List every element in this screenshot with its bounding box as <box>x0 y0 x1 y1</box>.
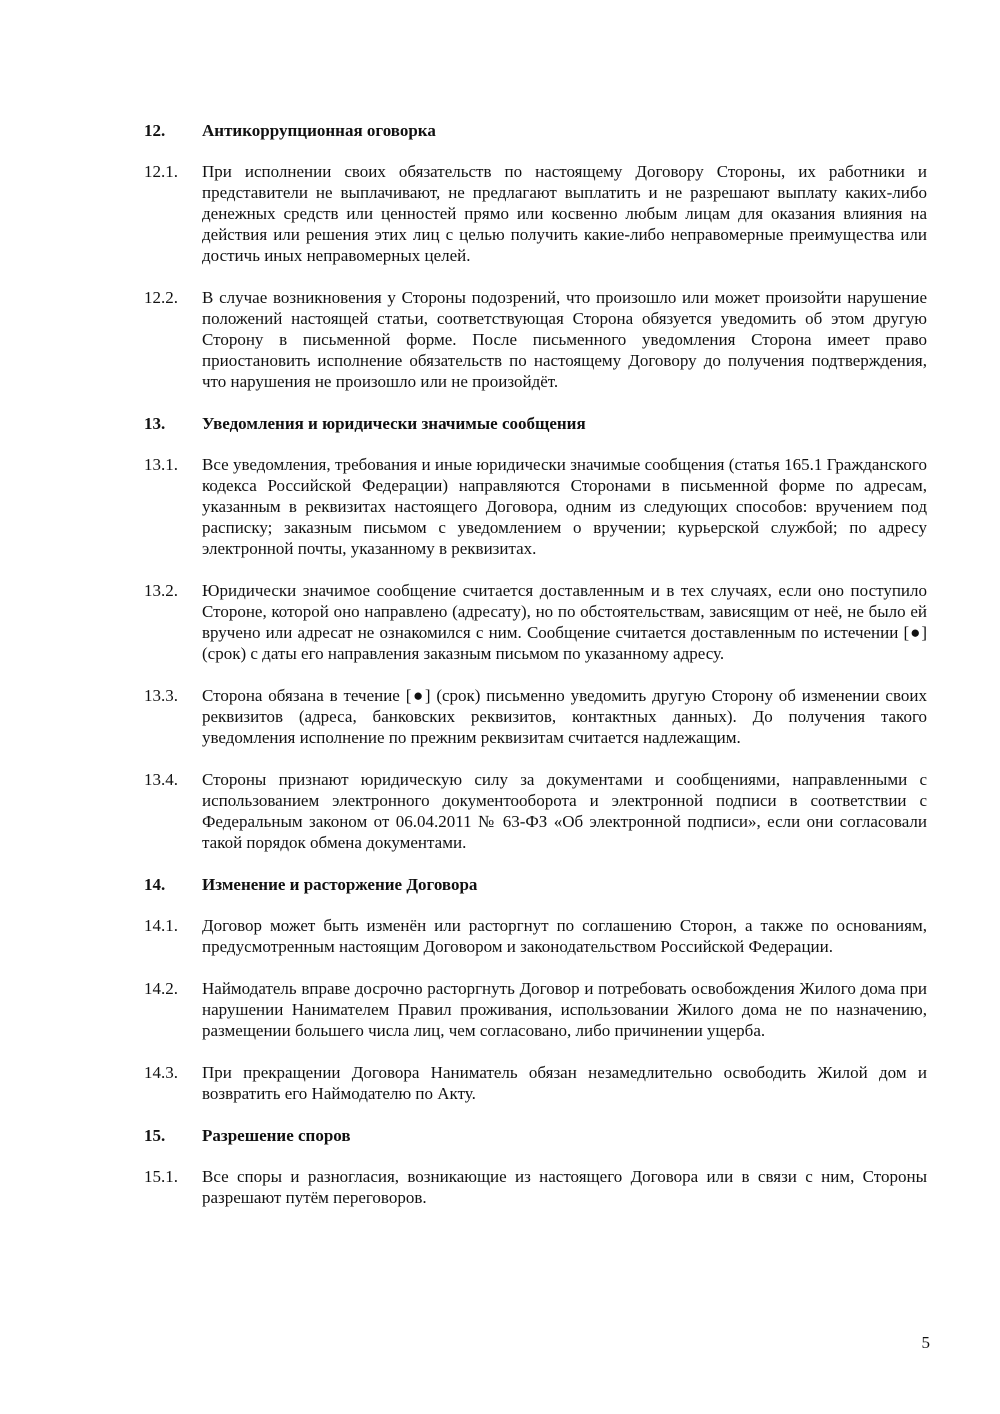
clause-number: 13.3. <box>144 686 178 705</box>
section-heading-13 <box>144 413 927 434</box>
clause-number: 14.1. <box>144 916 178 935</box>
clause-text: В случае возникновения у Стороны подозрений, что произошло или может произойти нарушение положений настоящей статьи, соответствующая Сторона обязуется уведомить об этом другую Сторону в письменной форме. После письменного уведомления Сторона имеет право приостановить исполнение обязательств по настоящему Договору до получения подтверждения, что нарушения не произошло или не произойдёт. <box>202 288 927 391</box>
page-number: 5 <box>921 1333 930 1352</box>
clause-text: Наймодатель вправе досрочно расторгнуть Договор и потребовать освобождения Жилого дома при нарушении Нанимателем Правил проживания, использовании Жилого дома не по назначению, размещении большего числа лиц, чем согласовано, либо причинении ущерба. <box>202 979 927 1040</box>
clause-text: Все споры и разногласия, возникающие из настоящего Договора или в связи с ним, Стороны разрешают путём переговоров. <box>202 1167 927 1207</box>
section-title: Уведомления и юридически значимые сообщения <box>202 414 586 433</box>
section-title: Разрешение споров <box>202 1126 351 1145</box>
clause-15-1 <box>144 1166 927 1208</box>
clause-text: Юридически значимое сообщение считается доставленным и в тех случаях, если оно поступило Стороне, которой оно направлено (адресату), но по обстоятельствам, зависящим от неё, не было ей вручено или адресат не ознакомился с ним. Сообщение считается доставленным по истечении [●] (срок) с даты его направления заказным письмом по указанному адресу. <box>202 581 927 663</box>
clause-text: Сторона обязана в течение [●] (срок) письменно уведомить другую Сторону об изменении своих реквизитов (адреса, банковских реквизитов, контактных данных). До получения такого уведомления исполнение по прежним реквизитам считается надлежащим. <box>202 686 927 747</box>
clause-13-1 <box>144 454 927 559</box>
section-number: 14. <box>144 875 166 894</box>
clause-12-1 <box>144 161 927 266</box>
clause-14-3 <box>144 1062 927 1104</box>
clause-number: 14.3. <box>144 1063 178 1082</box>
clause-14-2 <box>144 978 927 1041</box>
section-heading-12 <box>144 120 927 141</box>
clause-number: 14.2. <box>144 979 178 998</box>
document-body <box>144 120 927 1229</box>
clause-number: 15.1. <box>144 1167 178 1186</box>
section-number: 12. <box>144 121 166 140</box>
clause-text: При прекращении Договора Наниматель обязан незамедлительно освободить Жилой дом и возвратить его Наймодателю по Акту. <box>202 1063 927 1103</box>
section-heading-14 <box>144 874 927 895</box>
clause-text: Стороны признают юридическую силу за документами и сообщениями, направленными с использованием электронного документооборота и электронной подписи в соответствии с Федеральным законом от 06.04.2011 № 63-ФЗ «Об электронной подписи», если они согласовали такой порядок обмена документами. <box>202 770 927 852</box>
clause-number: 12.1. <box>144 162 178 181</box>
section-heading-15 <box>144 1125 927 1146</box>
section-number: 13. <box>144 414 166 433</box>
clause-13-2 <box>144 580 927 664</box>
clause-13-3 <box>144 685 927 748</box>
clause-12-2 <box>144 287 927 392</box>
clause-number: 12.2. <box>144 288 178 307</box>
clause-text: Все уведомления, требования и иные юридически значимые сообщения (статья 165.1 Гражданского кодекса Российской Федерации) направляются Сторонами в письменной форме по адресам, указанным в реквизитах настоящего Договора, одним из следующих способов: вручением под расписку; заказным письмом с уведомлением о вручении; курьерской службой; по адресу электронной почты, указанному в реквизитах. <box>202 455 927 558</box>
section-title: Изменение и расторжение Договора <box>202 875 478 894</box>
clause-number: 13.1. <box>144 455 178 474</box>
clause-text: При исполнении своих обязательств по настоящему Договору Стороны, их работники и представители не выплачивают, не предлагают выплатить и не разрешают выплату каких-либо денежных средств или ценностей прямо или косвенно любым лицам для оказания влияния на действия или решения этих лиц с целью получить какие-либо неправомерные преимущества или достичь иных неправомерных целей. <box>202 162 927 265</box>
section-title: Антикоррупционная оговорка <box>202 121 436 140</box>
clause-text: Договор может быть изменён или расторгнут по соглашению Сторон, а также по основаниям, предусмотренным настоящим Договором и законодательством Российской Федерации. <box>202 916 927 956</box>
clause-14-1 <box>144 915 927 957</box>
section-number: 15. <box>144 1126 166 1145</box>
clause-number: 13.2. <box>144 581 178 600</box>
clause-number: 13.4. <box>144 770 178 789</box>
clause-13-4 <box>144 769 927 853</box>
